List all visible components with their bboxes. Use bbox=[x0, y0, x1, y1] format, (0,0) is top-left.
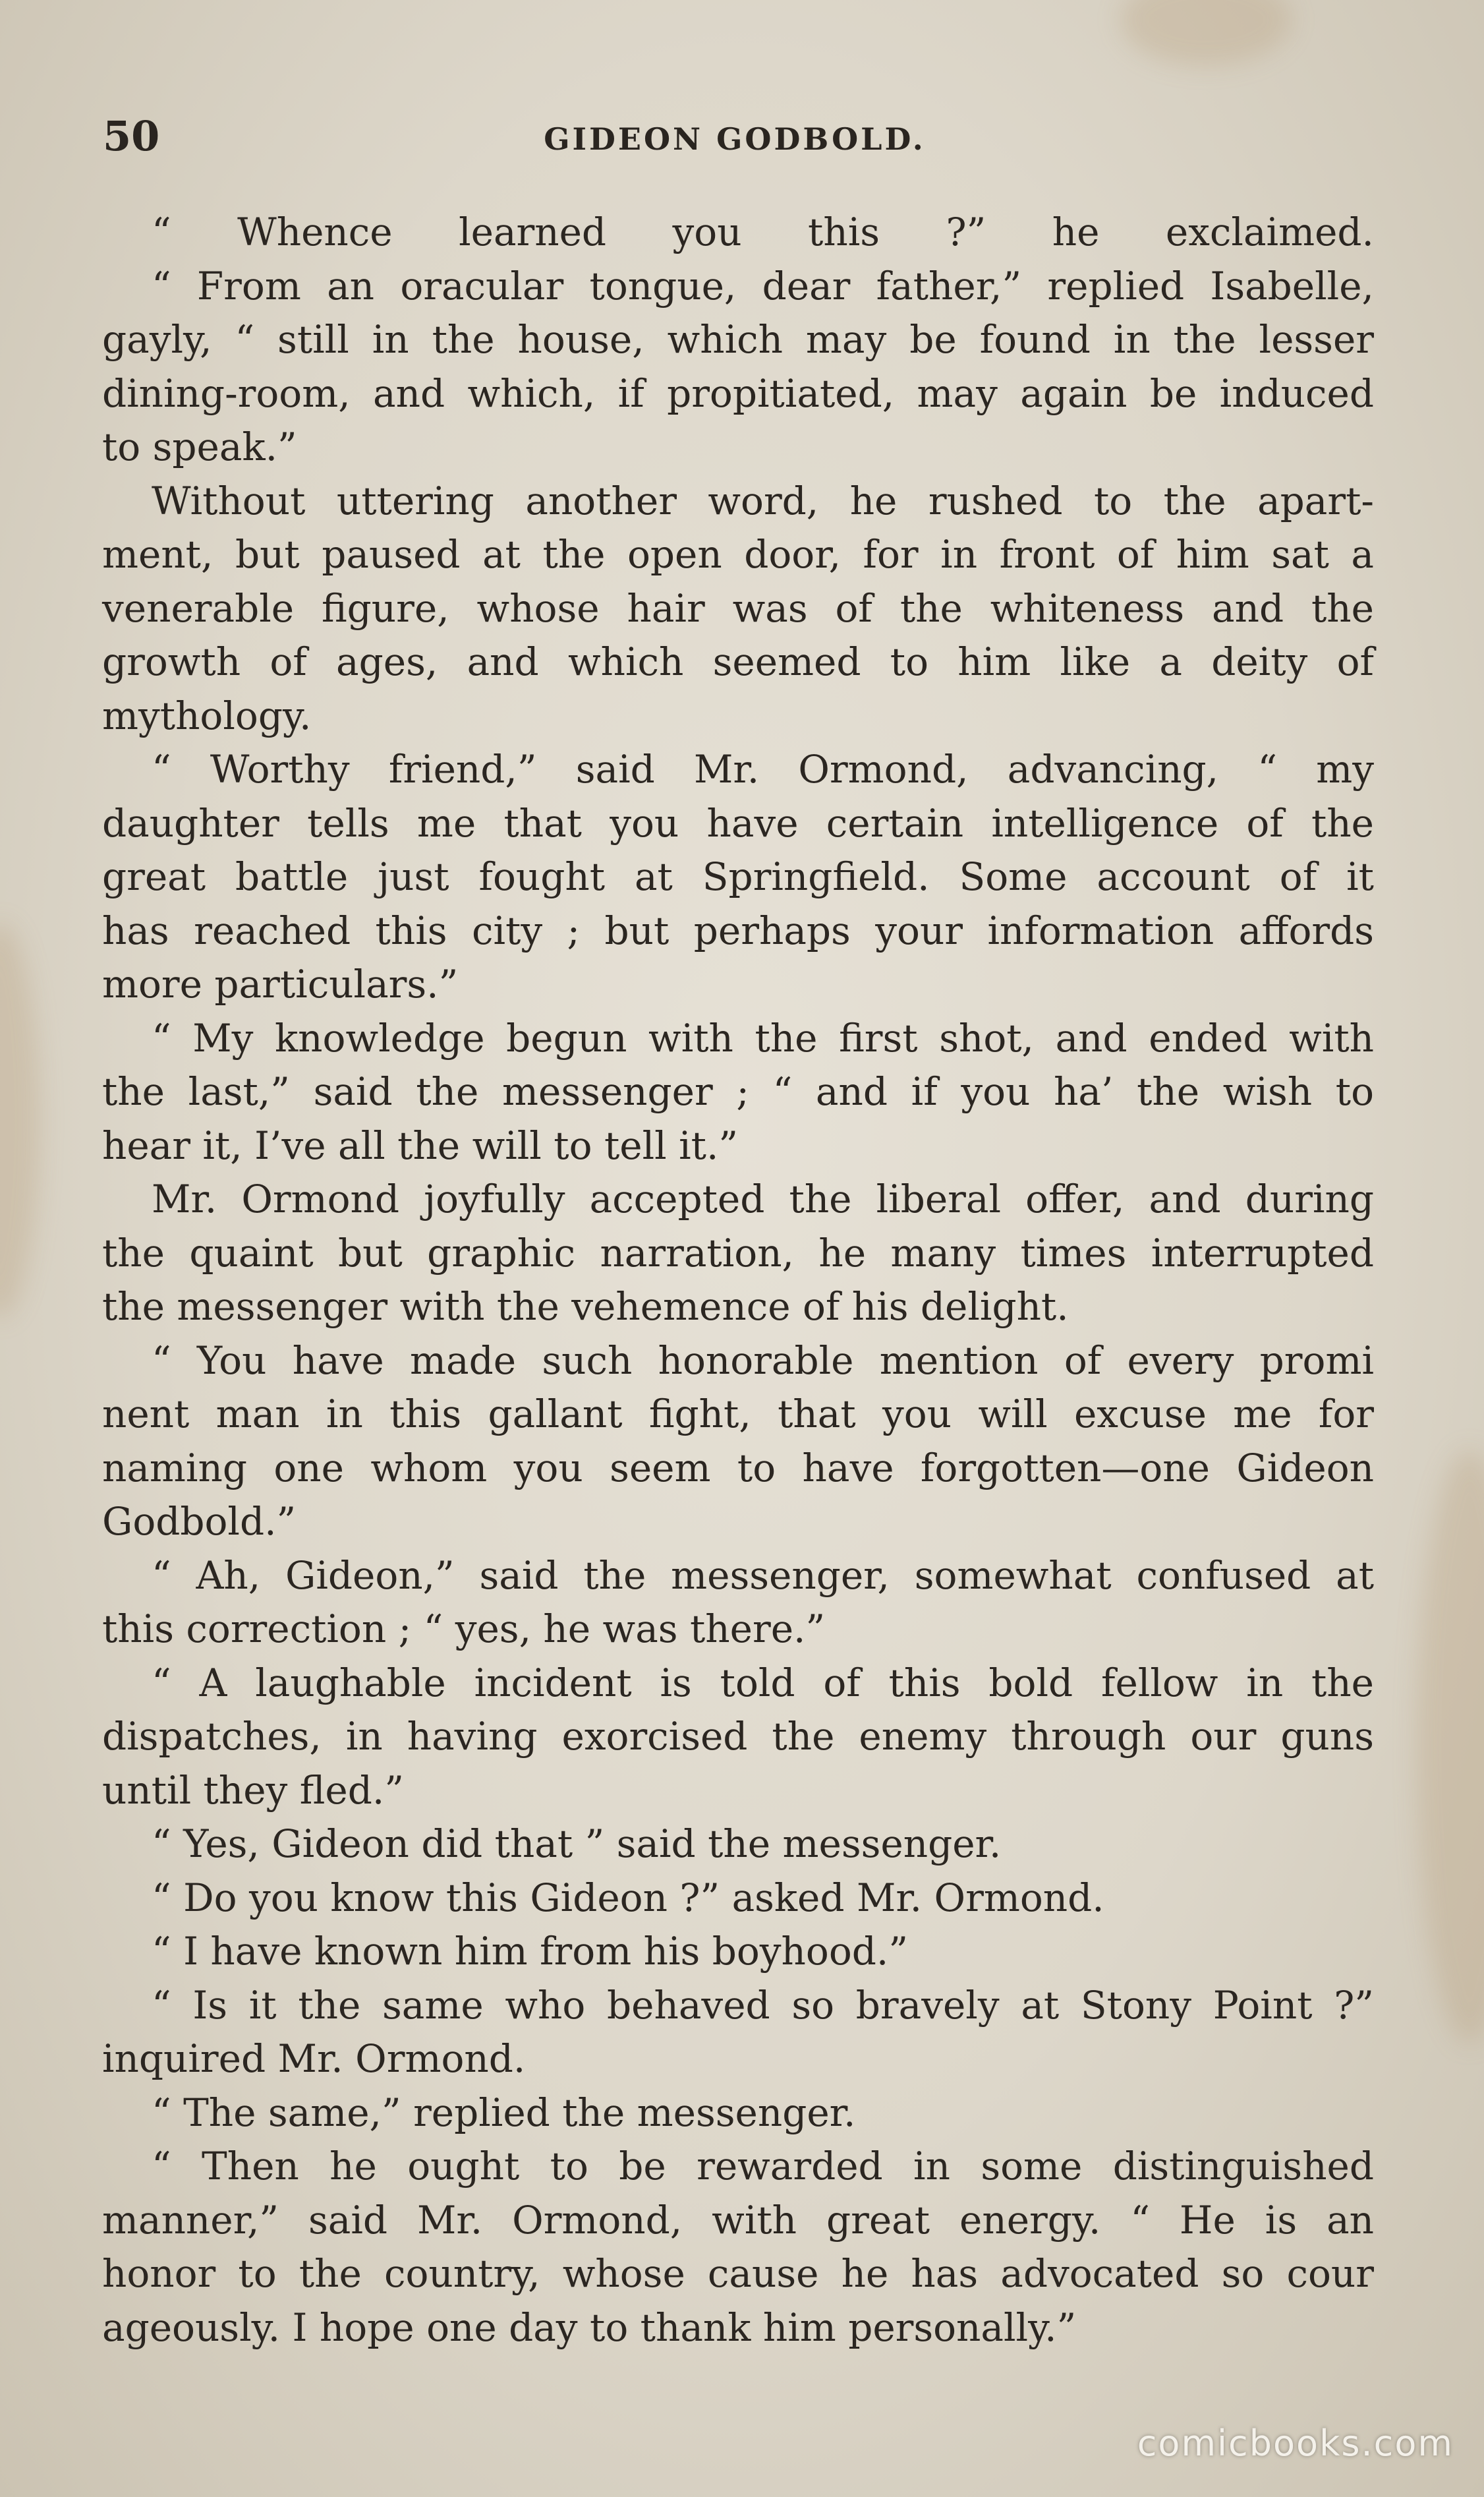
text-line: “ Ah, Gideon,” said the messenger, somewhat confused at bbox=[152, 1552, 1374, 1598]
text-line: “ Do you know this Gideon ?” asked Mr. Ormond. bbox=[152, 1875, 1104, 1920]
text-line: hear it, I’ve all the will to tell it.” bbox=[102, 1123, 739, 1168]
text-line: Without uttering another word, he rushed to the apart- bbox=[152, 478, 1374, 523]
text-line: “ My knowledge begun with the first shot, and ended with bbox=[152, 1015, 1374, 1061]
text-line: has reached this city ; but perhaps your information affords bbox=[102, 908, 1374, 953]
watermark: comicbooks.com bbox=[1137, 2423, 1454, 2464]
text-line: the messenger with the vehemence of his delight. bbox=[102, 1284, 1069, 1329]
text-line: dining-room, and which, if propitiated, may again be induced bbox=[102, 370, 1374, 416]
text-line: “ The same,” replied the messenger. bbox=[152, 2090, 856, 2135]
text-line: honor to the country, whose cause he has advocated so cour bbox=[102, 2251, 1374, 2296]
text-line: mythology. bbox=[102, 693, 312, 738]
text-line: “ Yes, Gideon did that ” said the messenger. bbox=[152, 1821, 1002, 1866]
text-line: “ You have made such honorable mention of every promi bbox=[152, 1337, 1374, 1383]
text-line: “ Then he ought to be rewarded in some distinguished bbox=[152, 2144, 1374, 2189]
page-number: 50 bbox=[103, 112, 160, 160]
text-line: dispatches, in having exorcised the enemy through our guns bbox=[102, 1714, 1374, 1759]
text-line: the last,” said the messenger ; “ and if you ha’ the wish to bbox=[102, 1069, 1374, 1114]
text-line: naming one whom you seem to have forgotten—one Gideon bbox=[102, 1445, 1374, 1490]
text-line: “ Whence learned you this ?” he exclaimed. bbox=[152, 210, 1374, 254]
body-text bbox=[102, 206, 1374, 2355]
text-line: growth of ages, and which seemed to him like a deity of bbox=[102, 639, 1374, 684]
text-line: “ I have known him from his boyhood.” bbox=[152, 1929, 908, 1974]
text-line: Godbold.” bbox=[102, 1499, 297, 1544]
text-line: nent man in this gallant fight, that you will excuse me for bbox=[102, 1392, 1374, 1436]
page-header bbox=[99, 112, 1371, 171]
text-line: daughter tells me that you have certain intelligence of the bbox=[102, 800, 1374, 846]
paper-stain bbox=[0, 923, 40, 1318]
text-line: to speak.” bbox=[102, 425, 297, 469]
text-line: great battle just fought at Springfield. Some account of it bbox=[102, 854, 1374, 899]
text-line: Mr. Ormond joyfully accepted the liberal offer, and during bbox=[152, 1177, 1374, 1221]
text-line: venerable figure, whose hair was of the whiteness and the bbox=[102, 585, 1374, 631]
text-line: “ Is it the same who behaved so bravely at Stony Point ?” bbox=[152, 1982, 1374, 2028]
text-line: “ From an oracular tongue, dear father,” replied Isabelle, bbox=[152, 263, 1374, 308]
text-line: more particulars.” bbox=[102, 962, 459, 1007]
text-line: “ Worthy friend,” said Mr. Ormond, advancing, “ my bbox=[152, 747, 1374, 792]
running-title: GIDEON GODBOLD. bbox=[544, 121, 926, 157]
text-line: “ A laughable incident is told of this bold fellow in the bbox=[152, 1660, 1374, 1705]
text-line: manner,” said Mr. Ormond, with great energy. “ He is an bbox=[102, 2197, 1374, 2243]
text-line: until they fled.” bbox=[102, 1767, 404, 1813]
paper-stain bbox=[1120, 0, 1292, 66]
text-line: ment, but paused at the open door, for in front of him sat a bbox=[102, 532, 1374, 577]
paper-stain bbox=[1417, 1450, 1484, 2043]
text-line: gayly, “ still in the house, which may be found in the lesser bbox=[102, 317, 1374, 362]
text-line: inquired Mr. Ormond. bbox=[102, 2036, 526, 2081]
text-line: the quaint but graphic narration, he many times interrupted bbox=[102, 1230, 1374, 1276]
text-line: this correction ; “ yes, he was there.” bbox=[102, 1606, 826, 1651]
text-line: ageously. I hope one day to thank him personally.” bbox=[102, 2305, 1077, 2350]
